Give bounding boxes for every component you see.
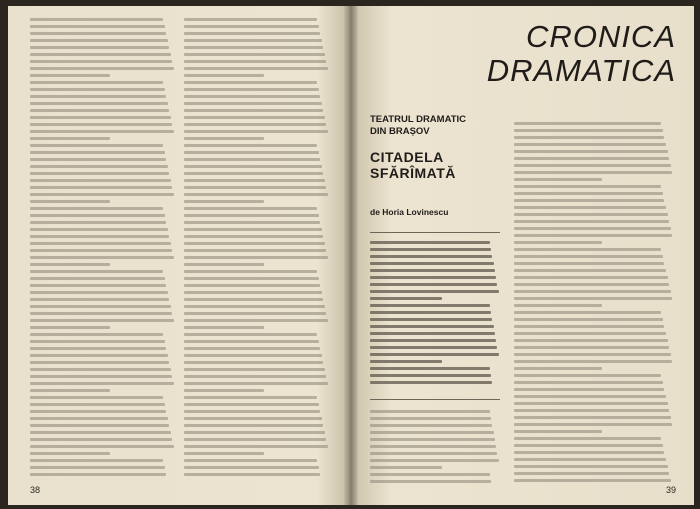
illegible-text-line [184,291,322,294]
illegible-text-line [184,298,323,301]
illegible-text-line [30,403,165,406]
illegible-text-line [184,305,325,308]
illegible-text-line [184,144,317,147]
illegible-text-line [184,375,326,378]
cast-box-text [370,241,500,388]
illegible-text-line [184,60,326,63]
illegible-text-line [184,270,317,273]
illegible-text-line [514,297,672,300]
illegible-text-line [514,374,661,377]
illegible-text-line [370,438,495,441]
illegible-text-line [184,256,328,259]
illegible-text-line [30,74,110,77]
illegible-text-line [370,367,490,370]
illegible-text-line [30,305,171,308]
illegible-text-line [370,325,494,328]
illegible-text-line [184,389,264,392]
illegible-text-line [514,129,663,132]
illegible-text-line [370,297,442,300]
illegible-text-line [184,130,328,133]
illegible-text-line [514,143,666,146]
illegible-text-line [30,319,174,322]
illegible-text-line [184,165,322,168]
illegible-text-line [184,158,320,161]
illegible-text-line [514,241,602,244]
illegible-text-line [30,144,163,147]
illegible-text-line [514,304,602,307]
illegible-text-line [514,479,671,482]
section-title [486,20,676,88]
illegible-text-line [184,18,317,21]
illegible-text-line [30,291,168,294]
illegible-text-line [184,214,319,217]
illegible-text-line [30,277,165,280]
illegible-text-line [370,346,497,349]
section-title-line-2: DRAMATICA [486,53,676,88]
illegible-text-line [30,193,174,196]
illegible-text-line [184,88,319,91]
illegible-text-line [514,213,668,216]
illegible-text-line [514,388,664,391]
illegible-text-line [30,137,110,140]
illegible-text-line [30,123,172,126]
illegible-text-line [30,270,163,273]
illegible-text-line [30,375,172,378]
illegible-text-line [514,206,666,209]
illegible-text-line [30,312,172,315]
illegible-text-line [184,312,326,315]
left-page [8,6,346,505]
illegible-text-line [370,452,497,455]
illegible-text-line [184,382,328,385]
illegible-text-line [514,220,669,223]
illegible-text-line [514,381,663,384]
theatre-name-line-2: DIN BRAȘOV [370,126,430,137]
page-number-right: 39 [665,485,676,495]
illegible-text-line [30,151,165,154]
illegible-text-line [514,262,664,265]
illegible-text-line [30,53,171,56]
illegible-text-line [370,318,492,321]
illegible-text-line [184,186,326,189]
illegible-text-line [514,311,661,314]
illegible-text-line [30,298,169,301]
illegible-text-line [184,361,323,364]
illegible-text-line [514,178,602,181]
illegible-text-line [370,311,491,314]
illegible-text-line [184,473,320,476]
illegible-text-line [184,242,325,245]
illegible-text-line [30,81,163,84]
illegible-text-line [30,109,169,112]
illegible-text-line [30,235,169,238]
illegible-text-line [30,333,163,336]
illegible-text-line [370,269,495,272]
illegible-text-line [514,157,669,160]
illegible-text-line [514,290,671,293]
illegible-text-line [30,18,163,21]
illegible-text-line [30,130,174,133]
illegible-text-line [370,248,491,251]
illegible-text-line [30,25,165,28]
cast-box [370,232,500,400]
illegible-text-line [514,150,668,153]
illegible-text-line [184,200,264,203]
illegible-text-line [184,74,264,77]
illegible-text-line [514,318,663,321]
illegible-text-line [30,361,169,364]
illegible-text-line [184,123,326,126]
illegible-text-line [370,241,490,244]
illegible-text-line [514,171,672,174]
illegible-text-line [370,262,494,265]
illegible-text-line [184,445,328,448]
illegible-text-line [184,263,264,266]
illegible-text-line [30,158,166,161]
illegible-text-line [184,417,322,420]
illegible-text-line [30,172,169,175]
illegible-text-line [184,466,319,469]
illegible-text-line [184,102,322,105]
illegible-text-line [514,444,663,447]
illegible-text-line [184,32,320,35]
illegible-text-line [30,340,165,343]
illegible-text-line [30,410,166,413]
illegible-text-line [514,423,672,426]
left-text-column-2 [184,18,329,480]
illegible-text-line [514,122,661,125]
illegible-text-line [30,207,163,210]
page-number-left: 38 [30,485,41,495]
illegible-text-line [184,25,319,28]
illegible-text-line [30,221,166,224]
illegible-text-line [514,367,602,370]
illegible-text-line [514,465,668,468]
illegible-text-line [514,248,661,251]
illegible-text-line [184,235,323,238]
illegible-text-line [30,284,166,287]
illegible-text-line [30,88,165,91]
illegible-text-line [30,354,168,357]
illegible-text-line [184,109,323,112]
illegible-text-line [184,249,326,252]
illegible-text-line [184,333,317,336]
illegible-text-line [30,242,171,245]
illegible-text-line [370,360,442,363]
illegible-text-line [184,277,319,280]
illegible-text-line [514,192,663,195]
illegible-text-line [370,431,494,434]
illegible-text-line [514,269,666,272]
illegible-text-line [184,228,322,231]
illegible-text-line [370,332,495,335]
illegible-text-line [514,395,666,398]
illegible-text-line [184,67,328,70]
illegible-text-line [514,409,669,412]
illegible-text-line [30,214,165,217]
magazine-spread [8,6,694,505]
illegible-text-line [184,354,322,357]
illegible-text-line [30,200,110,203]
section-title-line-1: CRONICA [526,19,676,54]
illegible-text-line [30,473,166,476]
illegible-text-line [184,396,317,399]
book-gutter [344,6,358,505]
illegible-text-line [30,179,171,182]
illegible-text-line [370,353,499,356]
illegible-text-line [184,179,325,182]
illegible-text-line [30,249,172,252]
illegible-text-line [184,452,264,455]
illegible-text-line [30,228,168,231]
illegible-text-line [514,346,669,349]
illegible-text-line [514,234,672,237]
illegible-text-line [370,473,490,476]
illegible-text-line [370,290,499,293]
theatre-name-line-1: TEATRUL DRAMATIC [370,114,467,125]
illegible-text-line [514,255,663,258]
illegible-text-line [514,276,668,279]
illegible-text-line [30,60,172,63]
illegible-text-line [30,431,171,434]
illegible-text-line [184,46,323,49]
illegible-text-line [370,283,497,286]
illegible-text-line [514,360,672,363]
illegible-text-line [514,283,669,286]
illegible-text-line [514,185,661,188]
theatre-name [370,114,490,138]
illegible-text-line [184,221,320,224]
illegible-text-line [370,255,492,258]
play-title [370,149,500,181]
illegible-text-line [514,472,669,475]
illegible-text-line [30,459,163,462]
illegible-text-line [184,172,323,175]
illegible-text-line [370,480,491,483]
illegible-text-line [30,452,110,455]
illegible-text-line [184,424,323,427]
illegible-text-line [30,116,171,119]
illegible-text-line [370,410,490,413]
illegible-text-line [30,67,174,70]
illegible-text-line [370,381,492,384]
illegible-text-line [30,263,110,266]
play-title-line-1: CITADELA [370,149,444,165]
illegible-text-line [30,256,174,259]
illegible-text-line [184,95,320,98]
illegible-text-line [514,332,666,335]
illegible-text-line [514,402,668,405]
illegible-text-line [370,417,491,420]
illegible-text-line [514,164,671,167]
illegible-text-line [184,410,320,413]
illegible-text-line [514,339,668,342]
illegible-text-line [30,32,166,35]
illegible-text-line [514,227,671,230]
illegible-text-line [184,347,320,350]
illegible-text-line [184,403,319,406]
right-page [358,6,694,505]
illegible-text-line [184,137,264,140]
illegible-text-line [30,186,172,189]
right-text-column-1-lower [370,410,500,487]
illegible-text-line [30,95,166,98]
illegible-text-line [184,459,317,462]
right-text-column-2 [514,122,674,486]
illegible-text-line [514,416,671,419]
illegible-text-line [514,430,602,433]
illegible-text-line [514,437,661,440]
illegible-text-line [30,424,169,427]
illegible-text-line [184,151,319,154]
illegible-text-line [514,458,666,461]
illegible-text-line [30,389,110,392]
illegible-text-line [514,199,664,202]
illegible-text-line [514,353,671,356]
illegible-text-line [30,347,166,350]
illegible-text-line [514,136,664,139]
illegible-text-line [184,53,325,56]
illegible-text-line [370,466,442,469]
illegible-text-line [184,438,326,441]
illegible-text-line [184,81,317,84]
illegible-text-line [184,193,328,196]
illegible-text-line [30,417,168,420]
illegible-text-line [184,207,317,210]
left-text-column-1 [30,18,175,480]
illegible-text-line [30,438,172,441]
byline: de Horia Lovinescu [370,207,449,217]
illegible-text-line [370,445,496,448]
illegible-text-line [30,445,174,448]
illegible-text-line [184,39,322,42]
illegible-text-line [184,431,325,434]
illegible-text-line [184,116,325,119]
illegible-text-line [30,382,174,385]
illegible-text-line [30,165,168,168]
illegible-text-line [370,459,499,462]
illegible-text-line [30,466,165,469]
illegible-text-line [30,102,168,105]
illegible-text-line [30,39,168,42]
illegible-text-line [184,319,328,322]
illegible-text-line [370,339,496,342]
illegible-text-line [184,284,320,287]
illegible-text-line [370,374,491,377]
illegible-text-line [184,326,264,329]
illegible-text-line [370,424,492,427]
illegible-text-line [514,451,664,454]
illegible-text-line [370,304,490,307]
illegible-text-line [30,46,169,49]
illegible-text-line [184,368,325,371]
illegible-text-line [184,340,319,343]
illegible-text-line [30,368,171,371]
play-title-line-2: SFĂRÎMATĂ [370,165,456,181]
illegible-text-line [514,325,664,328]
illegible-text-line [370,276,496,279]
illegible-text-line [30,396,163,399]
illegible-text-line [30,326,110,329]
